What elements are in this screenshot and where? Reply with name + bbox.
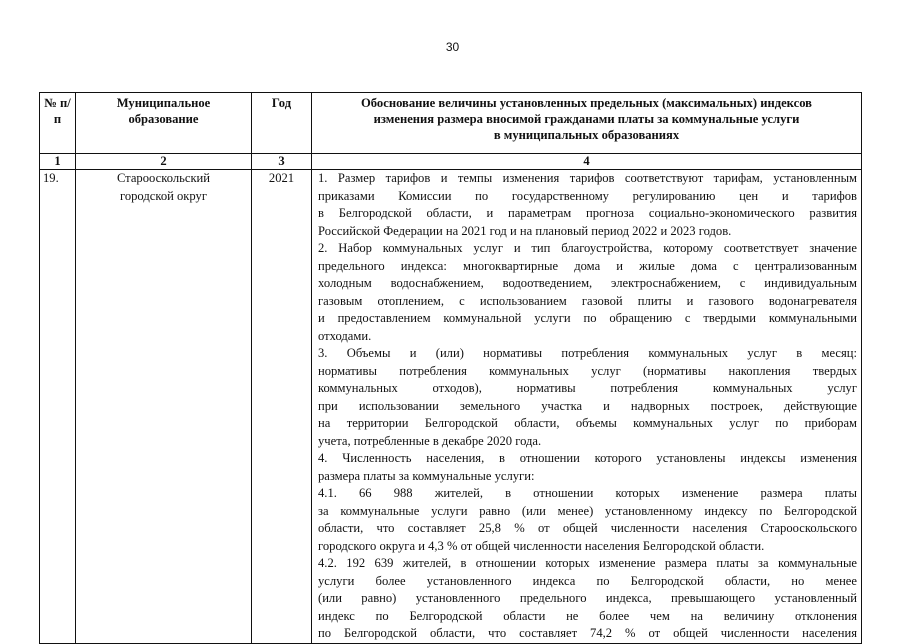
header-justification-line2: изменения размера вносимой гражданами платы за коммунальные услуги (373, 112, 800, 126)
justification-line: (или равно) установленного предельного индекса, превышающего установленный (318, 591, 857, 605)
table-row (40, 170, 862, 644)
justification-line: газовым отоплением, с использованием газовой плиты и газового водонагревателя (318, 293, 857, 308)
column-number-4: 4 (312, 154, 862, 170)
justification-line: 4.1. 66 988 жителей, в отношении которых изменение размера платы (318, 486, 857, 500)
justification-line: и предоставлением коммунальной услуги по обращению с твердыми коммунальными (318, 311, 857, 325)
justification-line: за коммунальные услуги равно (или менее) установленному индексу по Белгородской (318, 503, 857, 518)
page-number: 30 (445, 40, 460, 54)
justification-line: приказами Комиссии по государственному регулированию цен и тарифов (318, 188, 857, 203)
row-municipality-line1: Старооскольский (116, 171, 211, 185)
justification-line: индекс по Белгородской области не более чем на величину отклонения (318, 608, 857, 623)
row-number: 19. (40, 170, 76, 644)
column-number-1: 1 (40, 154, 76, 170)
justification-line: 4. Численность населения, в отношении которого установлены индексы изменения (318, 451, 857, 465)
justification-line: Российской Федерации на 2021 год и на плановый период 2022 и 2023 годов. (318, 223, 732, 238)
justification-line: на территории Белгородской области, объемы коммунальных услуг по приборам (318, 416, 857, 430)
header-justification-line3: в муниципальных образованиях (493, 128, 680, 142)
header-row (40, 93, 862, 154)
justification-line: холодным водоснабжением, водоотведением, электроснабжением, с индивидуальным (318, 276, 857, 290)
header-municipality-label: Муниципальное образование (116, 96, 211, 126)
justification-line: при использовании земельного участка и надворных построек, действующие (318, 398, 857, 413)
justification-line: 4.2. 192 639 жителей, в отношении которых изменение размера платы за коммунальные (318, 556, 857, 570)
column-number-3: 3 (252, 154, 312, 170)
row-municipality (76, 170, 252, 644)
justification-line: услуги более установленного индекса по Белгородской области, но менее (318, 573, 857, 588)
row-year: 2021 (252, 170, 312, 644)
header-justification-line1: Обоснование величины установленных предельных (максимальных) индексов (361, 96, 812, 110)
justification-line: размера платы за коммунальные услуги: (318, 468, 535, 483)
justification-line: 3. Объемы и (или) нормативы потребления коммунальных услуг в месяц: (318, 346, 857, 360)
justification-line: по Белгородской области, что составляет 74,2 % от общей численности населения (318, 626, 857, 640)
header-justification (312, 93, 862, 154)
justification-line: учета, потребленные в декабре 2020 года. (318, 433, 542, 448)
row-municipality-line2: городской округ (119, 188, 208, 203)
justification-table (39, 92, 862, 644)
justification-line: в Белгородской области, и параметрам прогноза социально-экономического развития (318, 206, 857, 220)
header-municipality (76, 93, 252, 154)
justification-line: 2. Набор коммунальных услуг и тип благоустройства, которому соответствует значение (318, 241, 857, 255)
justification-line: области, что составляет 25,8 % от общей численности населения Старооскольского (318, 521, 857, 535)
column-number-2: 2 (76, 154, 252, 170)
row-justification-text (312, 170, 862, 644)
justification-line: городского округа и 4,3 % от общей численности населения Белгородской области. (318, 538, 765, 553)
justification-line: 1. Размер тарифов и темпы изменения тарифов соответствуют тарифам, установленным (318, 171, 857, 185)
column-number-row (40, 154, 862, 170)
justification-lines (318, 170, 857, 643)
justification-line: предельного индекса: многоквартирные дома и жилые дома с централизованным (318, 258, 857, 273)
header-year: Год (252, 93, 312, 154)
justification-line: коммунальных отходов), нормативы потребления коммунальных услуг (318, 381, 857, 395)
justification-line: отходами. (318, 328, 372, 343)
justification-line: нормативы потребления коммунальных услуг (нормативы накопления твердых (318, 363, 857, 378)
header-number: № п/п (40, 93, 76, 154)
